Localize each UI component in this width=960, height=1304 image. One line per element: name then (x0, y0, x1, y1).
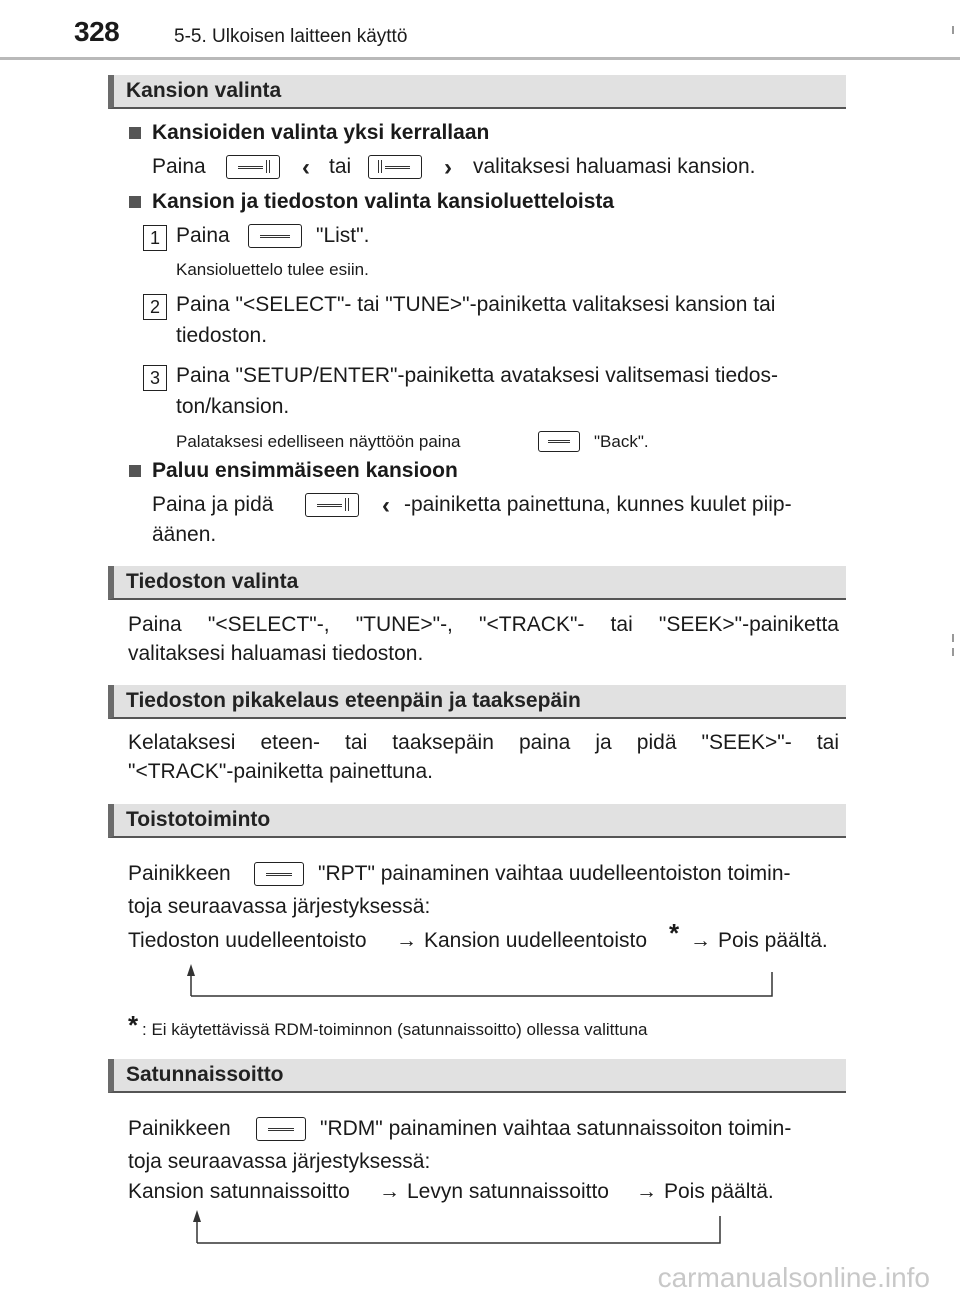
back-button-icon (538, 431, 580, 452)
text: Paina "SETUP/ENTER"-painiketta avataksesi valitsemasi tiedos- (176, 364, 778, 387)
list-button-icon (248, 224, 302, 248)
section-header-fast-forward (108, 685, 846, 719)
arrow-right-icon: → (379, 1180, 400, 1203)
text: -painiketta painettuna, kunnes kuulet piip- (404, 493, 792, 516)
text: Painikkeen (128, 1117, 231, 1140)
note: Kansioluettelo tulee esiin. (176, 260, 369, 279)
text: valitaksesi haluamasi kansion. (473, 155, 756, 178)
footnote: : Ei käytettävissä RDM-toiminnon (satunnaissoitto) ollessa valittuna (142, 1020, 648, 1039)
text: ton/kansion. (176, 395, 290, 418)
footnote-marker: * (128, 1010, 139, 1040)
section-title: Tiedoston pikakelaus eteenpäin ja taaksepäin (126, 689, 581, 712)
section-header-folder-select (108, 75, 846, 109)
cycle-arrow-icon (184, 964, 780, 998)
seek-forward-button-icon (368, 155, 422, 179)
note: "Back". (594, 432, 649, 451)
text: Paina (176, 224, 230, 247)
text: Kansion satunnaissoitto (128, 1180, 350, 1203)
text: tiedoston. (176, 324, 268, 347)
header-rule (0, 57, 960, 60)
section-title: Toistotoiminto (126, 808, 271, 831)
text: Painikkeen (128, 862, 231, 885)
text: "<TRACK"-painiketta painettuna. (128, 760, 433, 783)
footnote-marker: * (669, 918, 680, 948)
bullet-square (129, 465, 141, 477)
section-header-repeat (108, 804, 846, 838)
text: tai (329, 155, 352, 178)
text: Paina ja pidä (152, 493, 274, 516)
subheading: Kansioiden valinta yksi kerrallaan (152, 121, 490, 144)
text: Kansion uudelleentoisto (424, 929, 648, 952)
subheading: Kansion ja tiedoston valinta kansioluetteloista (152, 190, 615, 213)
text: Paina "<SELECT"- tai "TUNE>"-painiketta valitaksesi kansion tai (176, 293, 776, 316)
seek-back-button-icon (305, 493, 359, 517)
text: "RPT" painaminen vaihtaa uudelleentoiston toimin- (318, 862, 791, 885)
seek-back-button-icon (226, 155, 280, 179)
step-number: 1 (143, 225, 167, 251)
section-title: Satunnaissoitto (126, 1063, 284, 1086)
text: valitaksesi haluamasi tiedoston. (128, 642, 424, 665)
text: "RDM" painaminen vaihtaa satunnaissoiton toimin- (320, 1117, 792, 1140)
text: Levyn satunnaissoitto (407, 1180, 609, 1203)
step-number: 2 (143, 294, 167, 320)
bullet-square (129, 127, 141, 139)
chevron-left-icon: ‹ (382, 492, 390, 519)
text: Pois päältä. (718, 929, 828, 952)
cycle-arrow-icon (190, 1210, 726, 1246)
text: toja seuraavassa järjestyksessä: (128, 1150, 431, 1173)
chevron-left-icon: ‹ (302, 154, 310, 181)
page-number: 328 (74, 16, 120, 47)
edge-tick (952, 634, 954, 642)
arrow-right-icon: → (396, 929, 417, 952)
step-number: 3 (143, 365, 167, 391)
section-title: Kansion valinta (126, 79, 282, 102)
text: "List". (316, 224, 370, 247)
section-title: Tiedoston valinta (126, 570, 299, 593)
edge-tick (952, 26, 954, 34)
rdm-button-icon (256, 1117, 306, 1141)
text: äänen. (152, 523, 217, 546)
text: Paina (152, 155, 206, 178)
section-header-random (108, 1059, 846, 1093)
arrow-right-icon: → (690, 929, 711, 952)
text: Tiedoston uudelleentoisto (128, 929, 367, 952)
text: Pois päältä. (664, 1180, 774, 1203)
chapter-title: 5-5. Ulkoisen laitteen käyttö (174, 26, 408, 47)
chevron-right-icon: › (444, 154, 452, 181)
subheading: Paluu ensimmäiseen kansioon (152, 459, 458, 482)
bullet-square (129, 196, 141, 208)
note: Palataksesi edelliseen näyttöön paina (176, 432, 461, 451)
arrow-right-icon: → (636, 1180, 657, 1203)
rpt-button-icon (254, 862, 304, 886)
watermark: carmanualsonline.info (657, 1262, 930, 1293)
text: Kelataksesi eteen- tai taaksepäin paina ja pidä "SEEK>"- tai (128, 731, 839, 754)
edge-tick (952, 648, 954, 656)
text: Paina "<SELECT"-, "TUNE>"-, "<TRACK"- tai "SEEK>"-painiketta (128, 613, 839, 636)
text: toja seuraavassa järjestyksessä: (128, 895, 431, 918)
section-header-file-select (108, 566, 846, 600)
